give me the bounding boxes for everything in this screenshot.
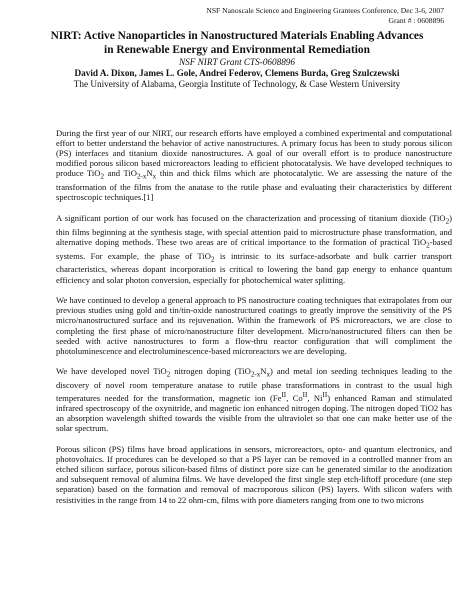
p4-sub-2: 2-x xyxy=(250,371,261,380)
p4-sup-3: II xyxy=(322,391,328,400)
title-line-1: NIRT: Active Nanoparticles in Nanostructured Materials Enabling Advances xyxy=(50,30,424,42)
p4-text-e: , Co xyxy=(286,393,303,404)
p1-text-c: N xyxy=(146,168,153,179)
p4-text-a: We have developed novel TiO xyxy=(56,366,167,377)
grant-number: Grant # : 0608896 xyxy=(388,16,444,25)
p2-text-a: A significant portion of our work has focused on the characterization and processing of titanium dioxide (TiO xyxy=(56,212,446,223)
affiliation: The University of Alabama, Georgia Institute of Technology, & Case Western University xyxy=(73,79,401,89)
p2-sub-3: 2 xyxy=(210,255,215,264)
p4-text-b: nitrogen doping (TiO xyxy=(170,366,251,377)
p2-text-c: -based systems. For example, the phase of TiO xyxy=(56,236,452,261)
conference-line: NSF Nanoscale Science and Engineering Grantees Conference, Dec 3-6, 2007 xyxy=(206,6,444,15)
p2-text-b: ) thin films beginning at the synthesis stage, with special attention paid to microstructure phase transformation, and alternative doping methods. These two areas are of critical importance to the formation of practical TiO xyxy=(56,212,452,247)
paragraph-3: We have continued to develop a general approach to PS nanostructure coating techniques that extrapolates from our previous studies using gold and tin/tin-oxide nanostructured coatings to greatly improve the sensitivity of the PS micro/nanostructured surface and its rejuvenation. Within the framework of PS microreactors, we are close to completing the first phase of micro/nanostructure filter development. Micro/nanostructured filters can then be seeded with active nanostructures to form a flow-thru reactor configuration that will compliment the photoluminescence and electroluminescence-based microreactors we are developing. xyxy=(56,295,452,356)
p1-sub-1: 2 xyxy=(100,173,105,182)
running-header xyxy=(206,6,444,26)
paragraph-4 xyxy=(56,366,452,433)
p2-sub-1: 2 xyxy=(445,217,450,226)
p4-text-g: ) enhanced Raman and stimulated infrared spectroscopy of the oxynitride, and magnetic ion enhanced nitrogen doping. The nitrogen doped TiO2 has an absorption wavelength shifted towards the visible from the ultraviolet so that one can make better use of the solar spectrum. xyxy=(56,393,452,434)
paper-title xyxy=(40,30,434,57)
p4-text-f: , Ni xyxy=(307,393,323,404)
p4-sup-2: II xyxy=(302,391,308,400)
grant-label: NSF NIRT Grant CTS-0608896 xyxy=(179,57,295,67)
body-text xyxy=(56,128,452,515)
p1-sub-3: x xyxy=(152,173,157,182)
p1-text-a: During the first year of our NIRT, our research efforts have employed a combined experimental and computational effort to better understand the behavior of active nanostructures. A primary focus has been to study porous silicon (PS) interfaces and titanium dioxide nanostructures. A goal of our overall effort is to produce nanostructure modified porous silicon based microreactors leading to efficient photocatalysis. We have developed techniques to produce TiO xyxy=(56,128,452,179)
p4-text-c: N xyxy=(260,366,267,377)
title-block xyxy=(40,30,434,90)
paragraph-2 xyxy=(56,213,452,285)
p4-sub-3: x xyxy=(266,371,271,380)
p2-sub-2: 2 xyxy=(426,241,430,250)
p4-text-d: ) and metal ion seeding techniques leading to the discovery of novel room temperature anatase to rutile phase transformations in contrast to the usual high temperatures needed for the transformation, magnetic ion (Fe xyxy=(56,366,453,404)
p4-sup-1: II xyxy=(281,391,287,400)
paragraph-5: Porous silicon (PS) films have broad applications in sensors, microreactors, opto- and quantum electronics, and photovoltaics. If procedures can be developed so that a PS layer can be removed in a controlled manner from an etched silicon surface, porous silicon-based films of distinct pore size can be generated similar to the anodization and subsequent removal of alumina films. We have developed the first single step etch-liftoff procedure (one step separation) based on the formation and removal of macroporous silicon (PS) layers. With silicon wafers with resistivities in the range from 14 to 22 ohm-cm, films with pore diameters ranging from one to two microns xyxy=(56,444,452,505)
p1-text-b: and TiO xyxy=(104,168,137,179)
paragraph-1 xyxy=(56,128,452,202)
p1-sub-2: 2-x xyxy=(136,173,147,182)
author-list: David A. Dixon, James L. Gole, Andrei Federov, Clemens Burda, Greg Szulczewski xyxy=(74,68,400,78)
p2-text-d: is intrinsic to its surface-adsorbate and bulk carrier transport characteristics, whereas dopant incorporation is critical to lowering the band gap energy to enhance quantum efficiency and solar photon conversion, especially for photochemical water splitting. xyxy=(56,250,452,285)
p1-text-d: thin and thick films which are photocatalytic. We are assessing the nature of the transformation of the films from the anatase to the rutile phase and evaluating their characteristics by different spectroscopic techniques.[1] xyxy=(56,168,452,203)
p4-sub-1: 2 xyxy=(166,371,171,380)
title-line-2: in Renewable Energy and Environmental Remediation xyxy=(104,43,370,56)
